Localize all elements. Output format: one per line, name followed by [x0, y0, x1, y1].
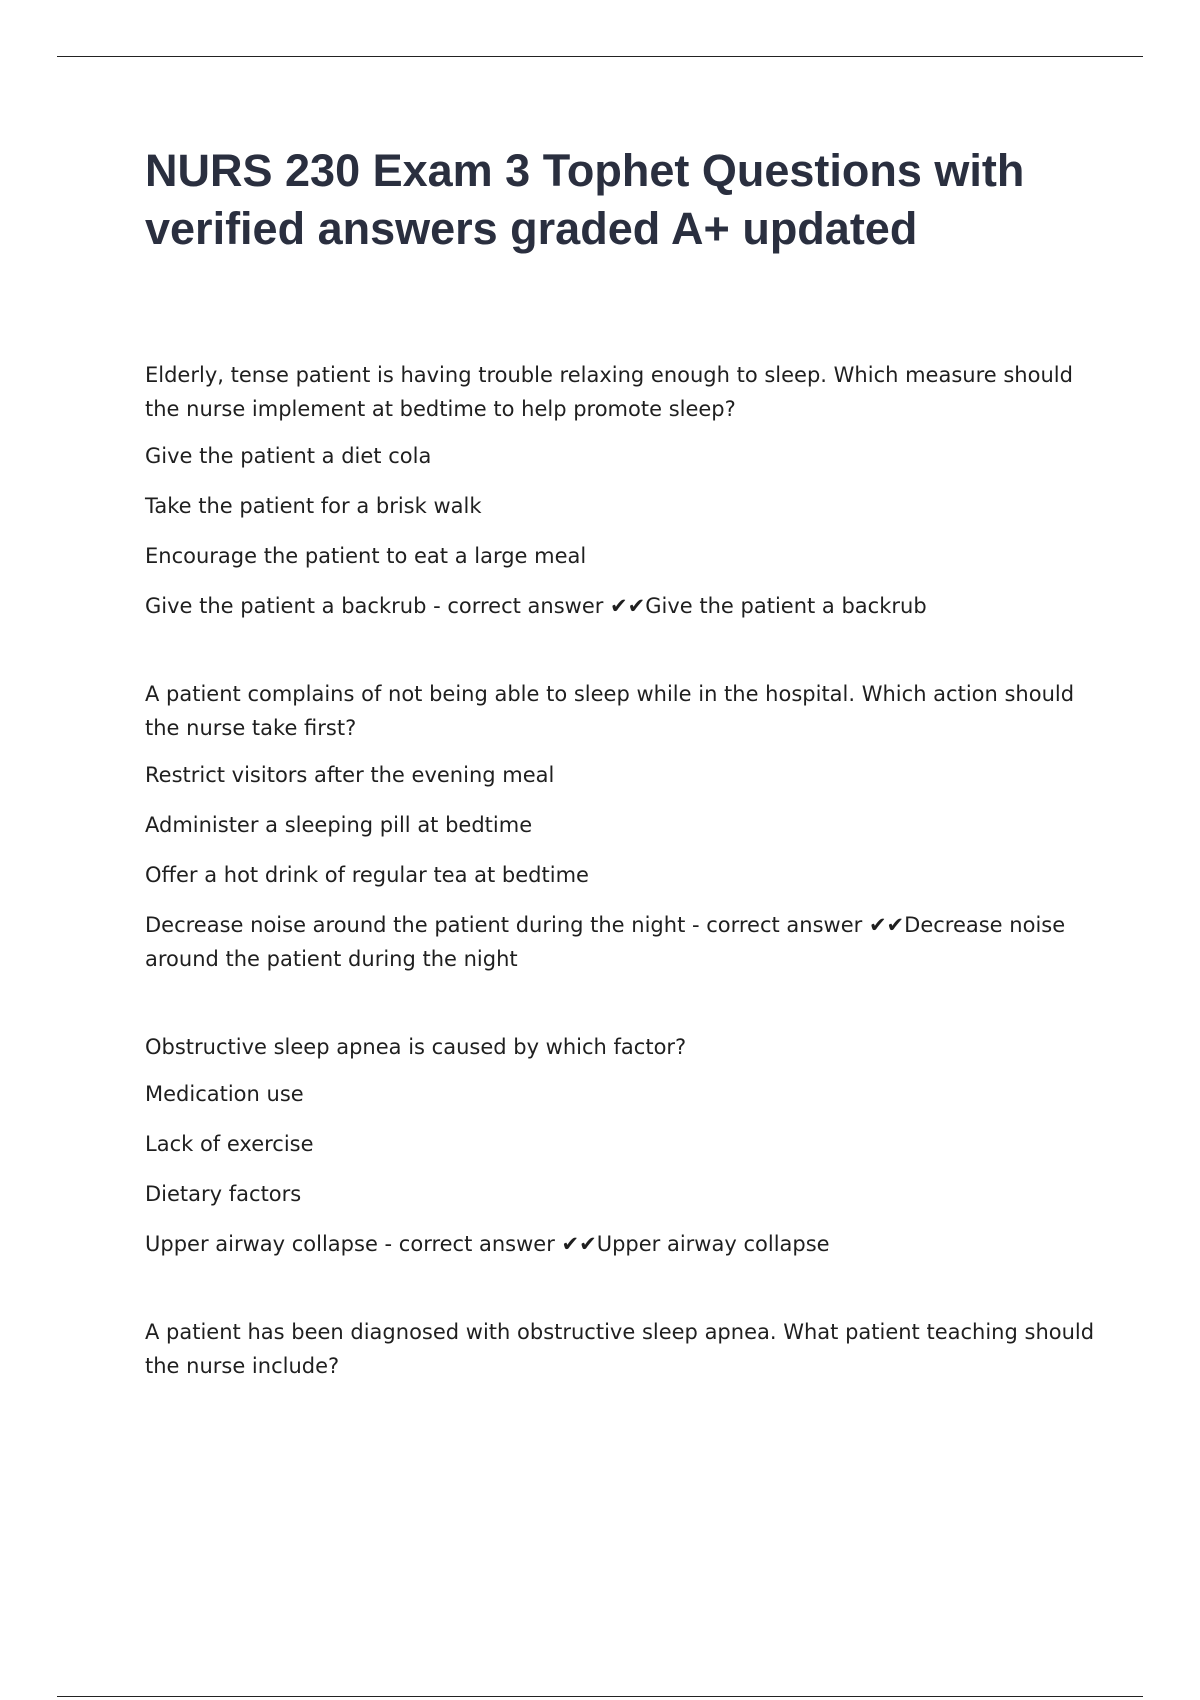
question-text: A patient complains of not being able to sleep while in the hospital. Which action should the nurse take first? — [145, 682, 1075, 740]
answer-option: Administer a sleeping pill at bedtime — [145, 813, 533, 837]
answer-option: Restrict visitors after the evening meal — [145, 763, 555, 787]
question-1 — [145, 358, 1105, 623]
answer-option: Offer a hot drink of regular tea at bedtime — [145, 863, 589, 887]
top-rule — [57, 56, 1143, 57]
question-text: Obstructive sleep apnea is caused by which factor? — [145, 1035, 687, 1059]
question-text: A patient has been diagnosed with obstructive sleep apnea. What patient teaching should the nurse include? — [145, 1320, 1095, 1378]
page-content — [145, 142, 1105, 1437]
answer-option: Dietary factors — [145, 1182, 302, 1206]
document-title: NURS 230 Exam 3 Tophet Questions with verified answers graded A+ updated — [145, 145, 1025, 254]
question-text: Elderly, tense patient is having trouble relaxing enough to sleep. Which measure should the nurse implement at bedtime to help promote sleep? — [145, 363, 1073, 421]
correct-answer: Upper airway collapse - correct answer ✔✔Upper airway collapse — [145, 1232, 830, 1256]
question-3 — [145, 1030, 1105, 1261]
answer-option: Lack of exercise — [145, 1132, 314, 1156]
answer-option: Encourage the patient to eat a large meal — [145, 544, 587, 568]
correct-answer: Decrease noise around the patient during the night - correct answer ✔✔Decrease noise around the patient during the night — [145, 913, 1066, 971]
question-list — [145, 358, 1105, 1383]
answer-option: Take the patient for a brisk walk — [145, 494, 482, 518]
bottom-rule — [57, 1696, 1143, 1697]
answer-option: Medication use — [145, 1082, 304, 1106]
correct-answer: Give the patient a backrub - correct answer ✔✔Give the patient a backrub — [145, 594, 927, 618]
question-4 — [145, 1315, 1105, 1383]
question-2 — [145, 677, 1105, 976]
answer-option: Give the patient a diet cola — [145, 444, 432, 468]
